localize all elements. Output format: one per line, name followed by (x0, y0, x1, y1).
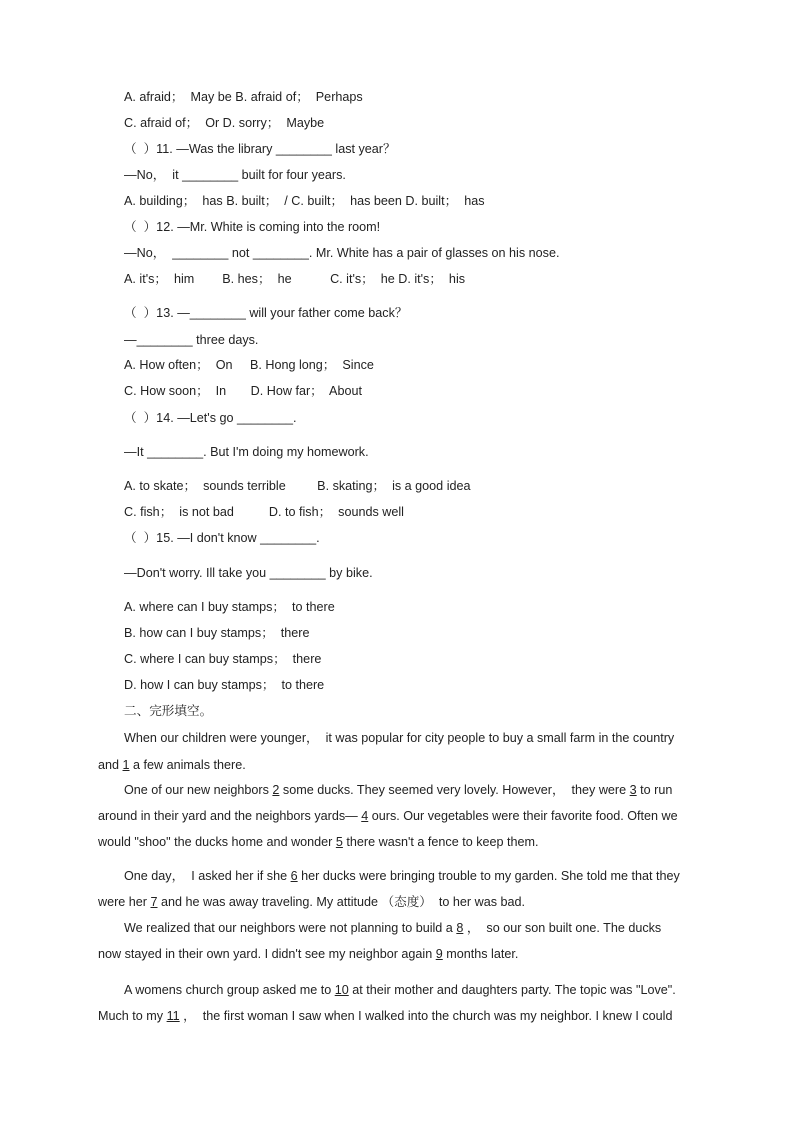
option-line: B. how can I buy stamps； there (124, 626, 310, 640)
option-line: A. to skate； sounds terrible B. skating； is a good idea (124, 479, 471, 493)
passage-line (124, 868, 680, 884)
question-11: （ ）11. —Was the library ________ last year？ (124, 142, 396, 156)
answer-line: —It ________. But I'm doing my homework. (124, 445, 369, 459)
passage-line (98, 808, 678, 824)
blank-number: 9 (435, 947, 443, 961)
passage-text: ， the first woman I saw when I walked into the church was my neighbor. I knew I could (179, 1009, 673, 1023)
passage-text: We realized that our neighbors were not planning to build a (124, 921, 457, 935)
passage-line: When our children were younger， it was popular for city people to buy a small farm in the country (124, 731, 675, 745)
passage-text: One of our new neighbors (124, 783, 273, 797)
passage-text: ， so our son built one. The ducks (463, 921, 662, 935)
option-line: A. How often； On B. Hong long； Since (124, 358, 374, 372)
passage-line (124, 982, 676, 998)
passage-text: and (98, 758, 123, 772)
blank-number: 11 (166, 1009, 180, 1023)
option-line: C. How soon； In D. How far； About (124, 384, 362, 398)
blank-number: 6 (290, 869, 298, 883)
passage-text: and he was away traveling. My attitude （态度） to her was bad. (157, 895, 526, 909)
blank-number: 5 (335, 835, 343, 849)
blank-number: 10 (334, 983, 349, 997)
question-12: （ ）12. —Mr. White is coming into the room! (124, 220, 381, 234)
blank-number: 4 (361, 809, 369, 823)
passage-line (98, 1008, 672, 1024)
passage-text: were her (98, 895, 151, 909)
option-line: A. building； has B. built； / C. built； has been D. built； has (124, 194, 485, 208)
passage-line (98, 757, 246, 773)
passage-text: to run (636, 783, 673, 797)
passage-text: ours. Our vegetables were their favorite food. Often we (368, 809, 678, 823)
passage-text: around in their yard and the neighbors yards— (98, 809, 362, 823)
option-line: C. where I can buy stamps； there (124, 652, 322, 666)
answer-line: —Don't worry. Ill take you ________ by bike. (124, 566, 373, 580)
passage-line (98, 946, 518, 962)
passage-line (124, 920, 661, 936)
passage-text: some ducks. They seemed very lovely. However， they were (279, 783, 630, 797)
option-line: A. where can I buy stamps； to there (124, 600, 335, 614)
passage-text: her ducks were bringing trouble to my garden. She told me that they (297, 869, 680, 883)
section-heading: 二、完形填空。 (124, 704, 213, 718)
passage-text: would "shoo" the ducks home and wonder (98, 835, 336, 849)
passage-text: now stayed in their own yard. I didn't see my neighbor again (98, 947, 436, 961)
question-14: （ ）14. —Let's go ________. (124, 411, 297, 425)
passage-text: Much to my (98, 1009, 167, 1023)
passage-line (98, 834, 539, 850)
blank-number: 8 (456, 921, 464, 935)
passage-text: there wasn't a fence to keep them. (342, 835, 539, 849)
passage-text: at their mother and daughters party. The topic was "Love". (348, 983, 676, 997)
passage-text: One day， I asked her if she (124, 869, 291, 883)
blank-number: 3 (629, 783, 637, 797)
blank-number: 7 (150, 895, 158, 909)
passage-text: a few animals there. (129, 758, 246, 772)
option-line: C. afraid of； Or D. sorry； Maybe (124, 116, 325, 130)
option-line: A. it's； him B. hes； he C. it's； he D. it's； his (124, 272, 466, 286)
passage-text: months later. (442, 947, 519, 961)
answer-line: —No， it ________ built for four years. (124, 168, 346, 182)
passage-text: A womens church group asked me to (124, 983, 335, 997)
question-15: （ ）15. —I don't know ________. (124, 531, 320, 545)
blank-number: 1 (122, 758, 130, 772)
blank-number: 2 (272, 783, 280, 797)
passage-line (124, 782, 672, 798)
answer-line: —No， ________ not ________. Mr. White has a pair of glasses on his nose. (124, 246, 560, 260)
option-line: C. fish； is not bad D. to fish； sounds well (124, 505, 404, 519)
answer-line: —________ three days. (124, 333, 259, 347)
option-line: D. how I can buy stamps； to there (124, 678, 325, 692)
option-line: A. afraid； May be B. afraid of； Perhaps (124, 90, 363, 104)
question-13: （ ）13. —________ will your father come back？ (124, 306, 408, 320)
passage-line (98, 894, 525, 910)
